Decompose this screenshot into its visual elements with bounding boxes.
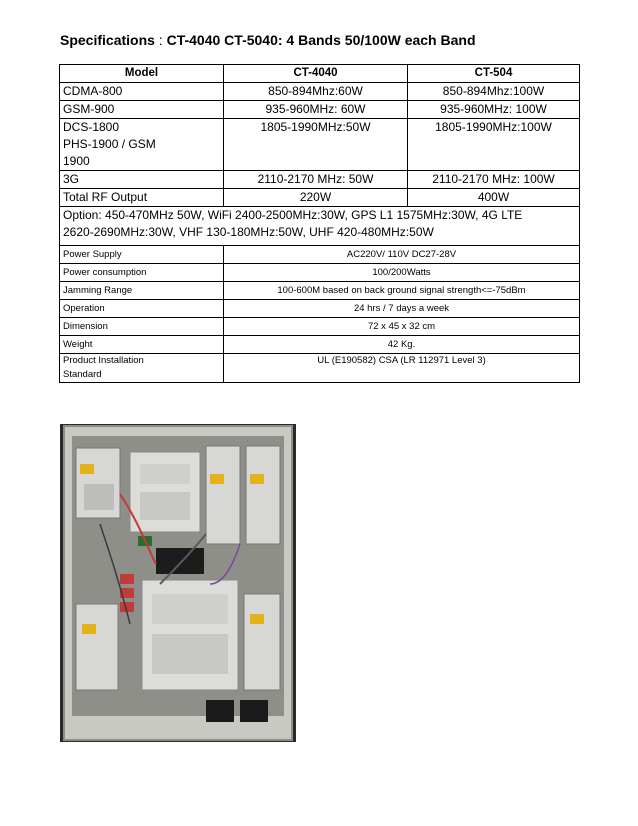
option-text [60, 207, 580, 246]
title-label: Specifications [60, 32, 155, 48]
spec-value: 42 Kg. [224, 336, 580, 354]
band-ct5040: 850-894Mhz:100W [408, 83, 580, 101]
band-ct5040: 400W [408, 189, 580, 207]
spec-row [60, 264, 580, 282]
band-ct5040: 935-960MHz: 100W [408, 101, 580, 119]
table-header-row [60, 65, 580, 83]
spec-label: Jamming Range [60, 282, 224, 300]
header-ct4040: CT-4040 [224, 65, 408, 83]
spec-value: 100-600M based on back ground signal strength<=-75dBm [224, 282, 580, 300]
option-line: 2620-2690MHz:30W, VHF 130-180MHz:50W, UHF 420-480MHz:50W [63, 225, 434, 239]
title-separator: : [154, 32, 167, 48]
band-row-total [60, 189, 580, 207]
spec-label: Power Supply [60, 246, 224, 264]
spec-row [60, 300, 580, 318]
spec-value: 24 hrs / 7 days a week [224, 300, 580, 318]
header-model: Model [60, 65, 224, 83]
spec-row [60, 318, 580, 336]
band-row-cdma [60, 83, 580, 101]
spec-value: AC220V/ 110V DC27-28V [224, 246, 580, 264]
spec-table [59, 64, 580, 383]
option-line: Option: 450-470MHz 50W, WiFi 2400-2500MHz:30W, GPS L1 1575MHz:30W, 4G LTE [63, 208, 523, 222]
band-ct4040: 850-894Mhz:60W [224, 83, 408, 101]
band-ct4040: 2110-2170 MHz: 50W [224, 171, 408, 189]
spec-label: Dimension [60, 318, 224, 336]
spec-label-line: Standard [63, 369, 102, 380]
spec-row [60, 354, 580, 383]
band-name-line: DCS-1800 [63, 120, 120, 134]
header-ct5040: CT-504 [408, 65, 580, 83]
band-ct4040: 935-960MHz: 60W [224, 101, 408, 119]
spec-label: Power consumption [60, 264, 224, 282]
band-ct5040: 1805-1990MHz:100W [408, 119, 580, 171]
spec-row [60, 336, 580, 354]
band-name: CDMA-800 [60, 83, 224, 101]
title-text: CT-4040 CT-5040: 4 Bands 50/100W each Band [166, 32, 476, 48]
band-name: Total RF Output [60, 189, 224, 207]
option-row [60, 207, 580, 246]
band-row-3g [60, 171, 580, 189]
band-row-gsm [60, 101, 580, 119]
band-ct4040: 220W [224, 189, 408, 207]
band-ct4040: 1805-1990MHz:50W [224, 119, 408, 171]
spec-label: Weight [60, 336, 224, 354]
page-title [60, 32, 476, 48]
band-name-line: PHS-1900 / GSM [63, 137, 156, 151]
band-name: 3G [60, 171, 224, 189]
spec-label [60, 354, 224, 383]
spec-row [60, 246, 580, 264]
band-ct5040: 2110-2170 MHz: 100W [408, 171, 580, 189]
jammer-internal-photo-icon [60, 424, 296, 742]
spec-row [60, 282, 580, 300]
spec-value: 72 x 45 x 32 cm [224, 318, 580, 336]
spec-value: UL (E190582) CSA (LR 112971 Level 3) [224, 354, 580, 383]
spec-value: 100/200Watts [224, 264, 580, 282]
band-name [60, 119, 224, 171]
spec-label: Operation [60, 300, 224, 318]
band-name-line: 1900 [63, 154, 90, 168]
band-name: GSM-900 [60, 101, 224, 119]
band-row-dcs [60, 119, 580, 171]
spec-label-line: Product Installation [63, 355, 144, 366]
